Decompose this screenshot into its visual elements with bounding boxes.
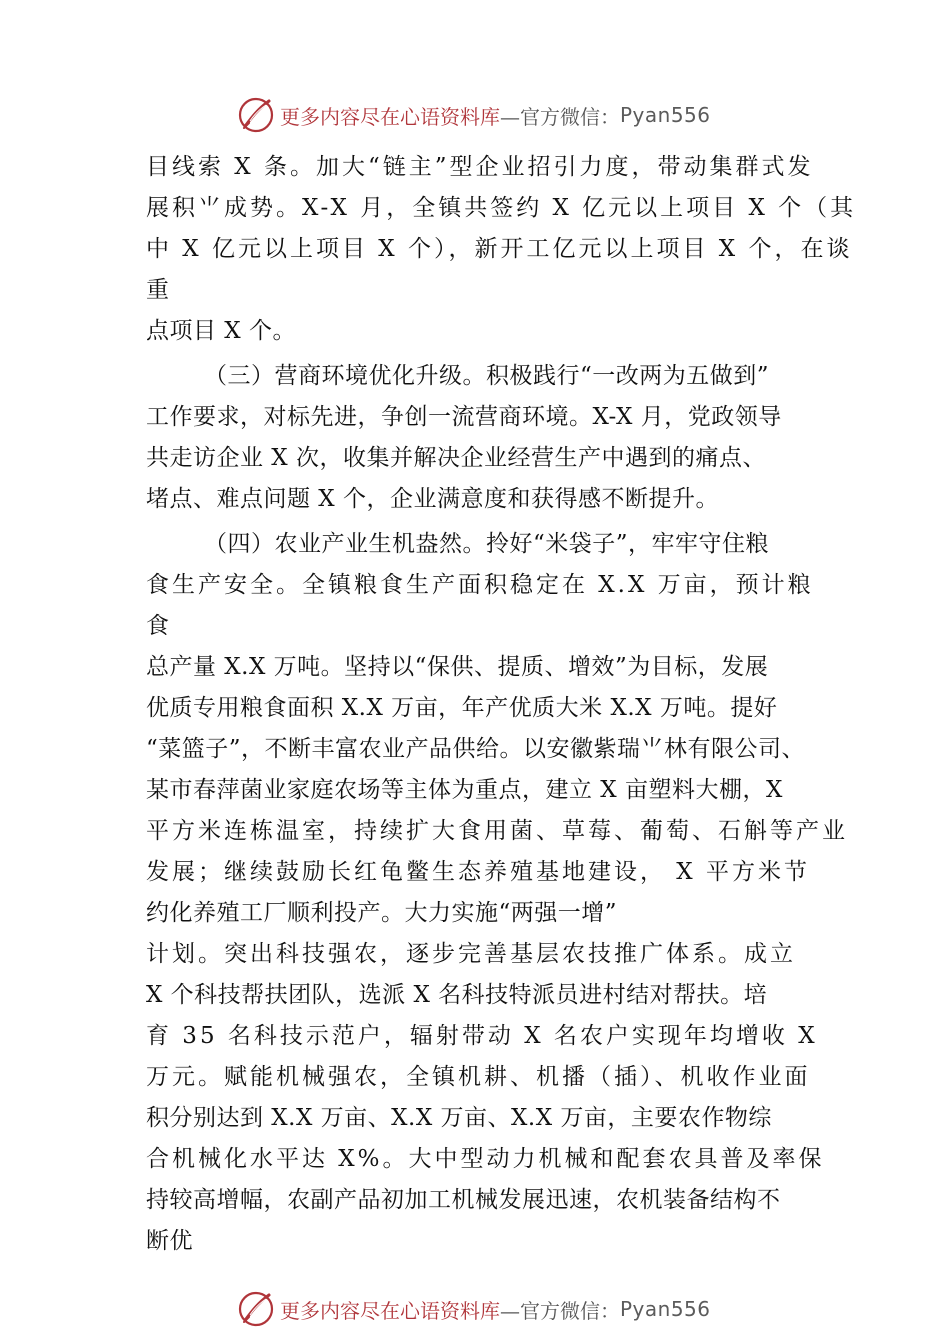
text-line: 某市春萍菌业家庭农场等主体为重点，建立 X 亩塑料大棚，X <box>146 777 783 803</box>
text-line: 持较高增幅，农副产品初加工机械发展迅速，农机装备结构不 <box>146 1187 781 1213</box>
section-heading-line: （四）农业产业生机盎然。拎好“米袋子”，牢牢守住粮 <box>204 531 770 557</box>
text-line: 重 <box>146 277 170 303</box>
text-line: X 个科技帮扶团队，选派 X 名科技特派员进村结对帮扶。培 <box>146 982 768 1008</box>
document-body <box>146 147 857 1262</box>
header-banner <box>236 95 711 135</box>
text-line: 积分别达到 X.X 万亩、X.X 万亩、X.X 万亩，主要农作物综 <box>146 1105 772 1131</box>
text-line: 点项目 X 个。 <box>146 318 296 344</box>
text-line: 发展；继续鼓励长红龟鳖生态养殖基地建设， X 平方米节 <box>146 859 810 885</box>
text-line: 工作要求，对标先进，争创一流营商环境。X-X 月，党政领导 <box>146 404 782 430</box>
banner-brand-text: 更多内容尽在心语资料库 <box>280 104 500 129</box>
text-line: 约化养殖工厂顺利投产。大力实施“两强一增” <box>146 900 618 926</box>
text-line: 平方米连栋温室，持续扩大食用菌、草莓、葡萄、石斛等产业 <box>146 818 848 844</box>
banner-brand-text: 更多内容尽在心语资料库 <box>280 1298 500 1323</box>
banner-wechat-id: Pyan556 <box>620 103 711 127</box>
text-line: 总产量 X.X 万吨。坚持以“保供、提质、增效”为目标，发展 <box>146 654 769 680</box>
text-line: 优质专用粮食面积 X.X 万亩，年产优质大米 X.X 万吨。提好 <box>146 695 778 721</box>
text-line: 共走访企业 X 次，收集并解决企业经营生产中遇到的痛点、 <box>146 445 766 471</box>
banner-wechat-id: Pyan556 <box>620 1297 711 1321</box>
text-line: 计划。突出科技强农，逐步完善基层农技推广体系。成立 <box>146 941 796 967</box>
text-line: 断优 <box>146 1228 193 1254</box>
quill-seal-logo-icon <box>236 1289 276 1329</box>
section-heading-line: （三）营商环境优化升级。积极践行“一改两为五做到” <box>204 363 770 389</box>
text-line: “菜篮子”，不断丰富农业产品供给。以安徽紫瑞⺌林有限公司、 <box>146 736 806 762</box>
text-line: 堵点、难点问题 X 个，企业满意度和获得感不断提升。 <box>146 486 719 512</box>
text-line: 目线索 X 条。加大“链主”型企业招引力度，带动集群式发 <box>146 154 814 180</box>
text-line: 万元。赋能机械强农，全镇机耕、机播（插）、机收作业面 <box>146 1064 811 1090</box>
text-line: 展积⺌成势。X-X 月，全镇共签约 X 亿元以上项目 X 个（其 <box>146 195 857 221</box>
banner-separator-text: —官方微信： <box>500 1298 620 1323</box>
text-line: 食 <box>146 613 170 639</box>
text-line: 育 35 名科技示范户，辐射带动 X 名农户实现年均增收 X <box>146 1023 818 1049</box>
text-line: 食生产安全。全镇粮食生产面积稳定在 X.X 万亩，预计粮 <box>146 572 814 598</box>
text-line: 合机械化水平达 X%。大中型动力机械和配套农具普及率保 <box>146 1146 825 1172</box>
text-line: 中 X 亿元以上项目 X 个），新开工亿元以上项目 X 个，在谈 <box>146 236 853 262</box>
footer-banner <box>236 1289 711 1329</box>
banner-separator-text: —官方微信： <box>500 104 620 129</box>
quill-seal-logo-icon <box>236 95 276 135</box>
